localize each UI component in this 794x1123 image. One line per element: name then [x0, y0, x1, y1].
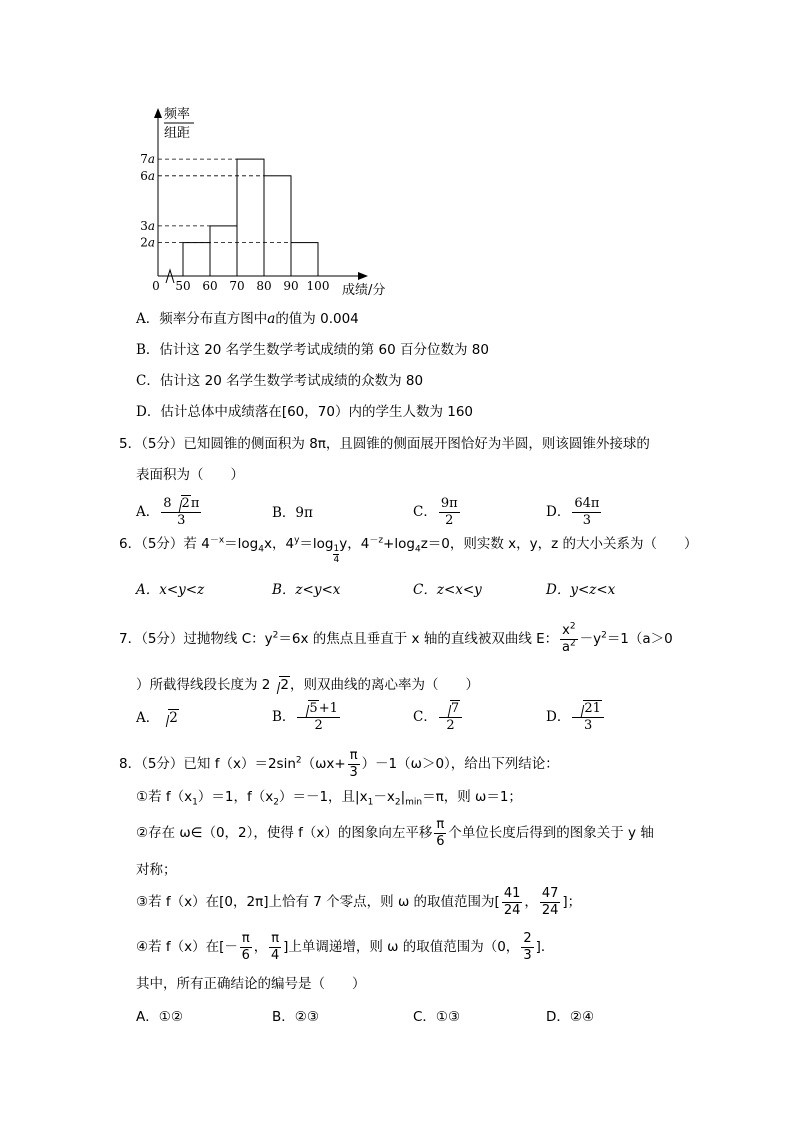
origin-label: 0 [152, 279, 160, 293]
q8-question: 其中，所有正确结论的编号是（ ） [136, 976, 366, 992]
q5-option-b: B．9π [272, 505, 313, 521]
x-axis-label: 成绩/分 [342, 283, 386, 298]
histogram-labels [140, 106, 385, 298]
q8-option-c: C．①③ [413, 1009, 461, 1025]
frequency-histogram [0, 0, 794, 300]
y-axis-label-top: 频率 [164, 107, 191, 122]
y-axis-arrow [154, 108, 162, 118]
q8-option-b: B．②③ [272, 1009, 319, 1025]
q8-stem: 8．（5分）已知 $f(x)=2\sin^2(\omega x+$ $\frac{\pi}{3}$ ）－1（ω＞0），给出下列结论： [119, 748, 559, 780]
q8-statement-4: ④若 f（x）在[－ $\frac{\pi}{6}$ ， $\frac{\pi}{4}$ ]上单调递增，则 ω 的取值范围为（0， $\frac{2}{3}$ ]． [136, 931, 555, 963]
x-tick-label: 50 [175, 279, 191, 293]
q6-option-a: A．x<y<z [136, 582, 205, 598]
q7-option-c: C． $\frac{7}{2}$ [413, 702, 464, 733]
q8-option-a: A．①② [136, 1009, 183, 1025]
q7-stem-line1: 7．（5分）过抛物线 C：$y^2=6x$ 的焦点且垂直于 x 轴的直线被双曲线 E： $\frac{x^2}{a^2}$ $-y^2=1(a>0$ [119, 621, 673, 655]
histogram-bar [237, 159, 264, 276]
q8-option-d: D．②④ [546, 1009, 595, 1025]
q8-statement-2: ②存在 ω∈（0，2），使得 f（x）的图象向左平移 $\frac{\pi}{6}$ 个单位长度后得到的图象关于 y 轴 [136, 817, 654, 849]
q8-statement-2-cont: 对称； [136, 862, 177, 878]
histogram-bars [183, 159, 318, 276]
q7-option-a: A． 2 [136, 710, 178, 726]
q5-stem-line2: 表面积为（ ） [136, 467, 244, 483]
y-tick-label: 6a [140, 168, 155, 183]
q7-option-d: D． $\frac{21}{3}$ [546, 702, 606, 733]
q6-option-c: C．z<x<y [413, 582, 482, 598]
histogram-bar [291, 243, 318, 276]
x-tick-label: 90 [283, 279, 299, 293]
q5-option-d: D． $\frac{64\pi}{3}$ [546, 496, 600, 528]
x-tick-label: 70 [229, 279, 245, 293]
x-tick-label: 60 [202, 279, 218, 293]
y-tick-label: 3a [140, 218, 155, 233]
q7-option-b: B． $\frac{5+1}{2}$ [272, 701, 338, 733]
q4-option-b: B．估计这 20 名学生数学考试成绩的第 60 百分位数为 80 [136, 342, 489, 358]
y-tick-label: 7a [140, 152, 155, 167]
q7-stem-line2: ）所截得线段长度为 2 2，则双曲线的离心率为（ ） [136, 677, 479, 693]
q8-statement-1: ①若 $f(x_1)=1$，$f(x_2)=-1$，且$|x_1-x_2|_{min}=\pi$，则 ω＝1； [136, 789, 522, 808]
q5-stem-line1: 5．（5分）已知圆锥的侧面积为 8π，且圆锥的侧面展开图恰好为半圆，则该圆锥外接球的 [119, 436, 650, 452]
q5-option-a: A． $\frac{8 2\pi}{3}$ [136, 496, 200, 528]
histogram-bar [264, 176, 291, 276]
q4-option-a: A．频率分布直方图中a的值为 0.004 [136, 311, 359, 327]
histogram-bar [210, 226, 237, 276]
y-tick-label: 2a [140, 235, 155, 250]
q4-option-d: D．估计总体中成绩落在[60，70）内的学生人数为 160 [136, 404, 474, 420]
q6-option-b: B．z<y<x [272, 582, 341, 598]
q4-option-c: C．估计这 20 名学生数学考试成绩的众数为 80 [136, 373, 424, 389]
x-axis-arrow [358, 272, 368, 280]
q6-stem: 6．（5分）若 $4^{-x}=\log_4x$，$4^y=\log$ $\frac{1}{4}$ y，$4^{-z}+\log_4z=0$，则实数 x，y，z 的大小关系为（ ） [119, 535, 698, 565]
y-axis-label-bottom: 组距 [164, 126, 191, 141]
x-tick-label: 80 [256, 279, 272, 293]
q5-option-c: C． $\frac{9\pi}{2}$ [413, 496, 458, 528]
q6-option-d: D．y<z<x [546, 582, 616, 598]
x-tick-label: 100 [306, 279, 330, 293]
q8-statement-3: ③若 f（x）在[0，2π]上恰有 7 个零点，则 ω 的取值范围为[ $\frac{41}{24}$ ， $\frac{47}{24}$ ]； [136, 886, 582, 918]
histogram-bar [183, 243, 210, 276]
